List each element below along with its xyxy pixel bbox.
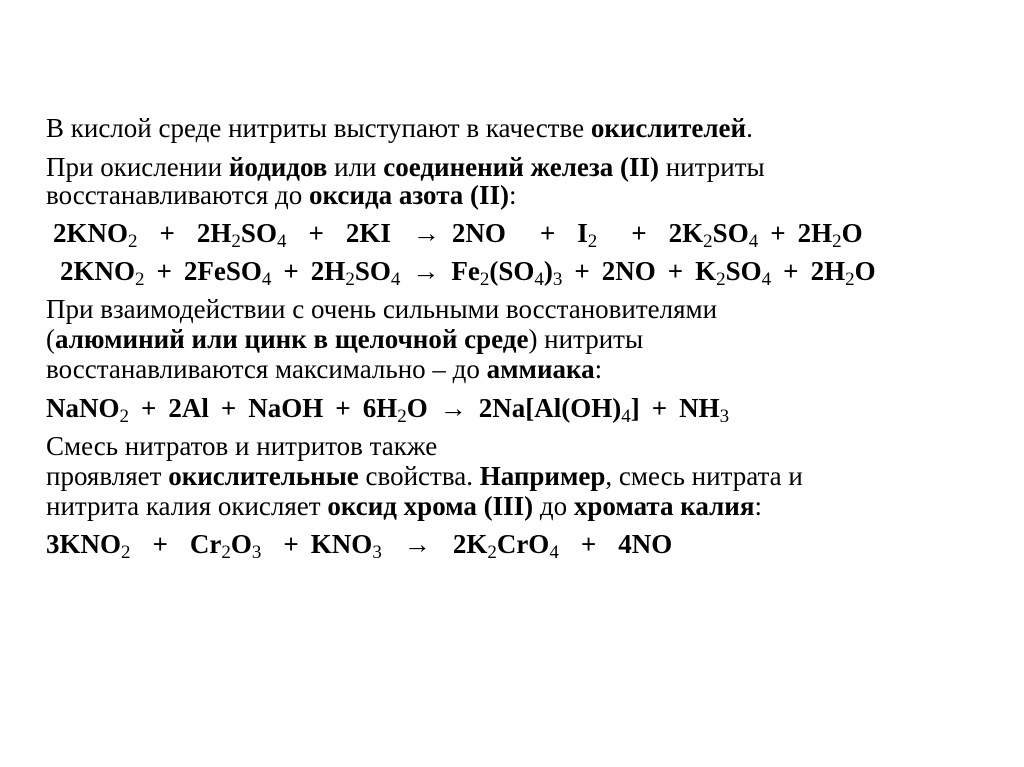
bold-term: хромата калия: [573, 491, 755, 521]
paragraph-mixture-line2: [46, 461, 803, 491]
plus: +: [283, 529, 299, 559]
equation-4: [46, 529, 673, 563]
plus: +: [220, 393, 237, 423]
text: свойства.: [358, 461, 480, 491]
subscript: 2: [397, 406, 407, 427]
plus: +: [651, 393, 668, 423]
subscript: 2: [121, 542, 131, 563]
subscript: 2: [119, 406, 129, 427]
formula: 2NO: [451, 218, 506, 248]
formula: O: [841, 218, 863, 248]
plus: +: [141, 393, 157, 423]
text: При взаимодействии с очень сильными восстановителями: [46, 294, 718, 324]
subscript: 4: [761, 269, 772, 290]
subscript: 4: [261, 269, 272, 290]
plus: +: [783, 256, 799, 286]
formula: KNO: [310, 529, 373, 559]
plus: +: [539, 218, 556, 248]
text: или: [327, 152, 384, 182]
text: Смесь нитратов и нитритов также: [46, 431, 438, 461]
bold-term: окислительные: [168, 461, 359, 491]
subscript: 2: [128, 231, 138, 252]
plus: +: [156, 256, 172, 286]
paragraph-oxidation-line1: [46, 152, 765, 182]
formula: NaOH: [248, 393, 324, 423]
formula: O: [854, 256, 876, 286]
subscript: 4: [549, 542, 559, 563]
formula: 4NO: [618, 529, 673, 559]
formula: (SO: [489, 256, 535, 286]
text: :: [594, 354, 603, 384]
arrow: →: [403, 529, 431, 559]
subscript: 2: [716, 269, 726, 290]
subscript: 2: [231, 231, 241, 252]
paragraph-reducers-line3: [46, 354, 602, 384]
plus: +: [283, 256, 299, 286]
formula: SO: [725, 256, 762, 286]
plus: +: [667, 256, 684, 286]
subscript: 4: [748, 231, 759, 252]
formula: 2FeSO: [183, 256, 262, 286]
formula: ]: [630, 393, 640, 423]
formula: NH: [679, 393, 720, 423]
formula: NaNO: [46, 393, 120, 423]
subscript: 2: [345, 269, 355, 290]
text: восстанавливаются максимально – до: [46, 354, 487, 384]
formula: K: [695, 256, 717, 286]
text: нитрита калия окисляет: [46, 491, 328, 521]
subscript: 4: [534, 269, 544, 290]
formula: CrO: [496, 529, 550, 559]
subscript: 2: [703, 231, 713, 252]
subscript: 2: [487, 542, 497, 563]
plus: +: [770, 218, 786, 248]
plus: +: [159, 218, 175, 248]
subscript: 2: [845, 269, 855, 290]
bold-term: соединений железа (II): [383, 152, 659, 182]
bold-term: оксида азота (II): [309, 180, 510, 210]
paragraph-oxidation-line2: [46, 180, 517, 210]
text: проявляет: [46, 461, 169, 491]
formula: Cr: [189, 529, 222, 559]
subscript: 2: [221, 542, 231, 563]
text: :: [754, 491, 762, 521]
plus: +: [335, 393, 351, 423]
formula: SO: [354, 256, 391, 286]
text: (: [46, 324, 55, 354]
subscript: 4: [390, 269, 401, 290]
text: ) нитриты: [528, 324, 644, 354]
formula: Fe: [451, 256, 480, 286]
text: :: [509, 180, 517, 210]
equation-3: [46, 393, 730, 427]
paragraph-mixture-line3: [46, 491, 762, 521]
formula: 2NO: [601, 256, 656, 286]
subscript: 3: [552, 269, 563, 290]
plus: +: [574, 256, 590, 286]
subscript: 3: [719, 406, 730, 427]
subscript: 2: [479, 269, 490, 290]
formula: 2K: [668, 218, 704, 248]
formula: ): [543, 256, 553, 286]
arrow: →: [439, 393, 467, 423]
formula: 2K: [452, 529, 488, 559]
formula: 2Al: [168, 393, 209, 423]
bold-term: оксид хрома (III): [327, 491, 534, 521]
text: .: [746, 113, 753, 143]
text: При окислении: [46, 152, 229, 182]
formula: 2KNO: [53, 218, 129, 248]
text: В кислой среде нитриты выступают в качестве: [46, 113, 591, 143]
bold-term: Например: [479, 461, 606, 491]
subscript: 2: [832, 231, 842, 252]
formula: I: [577, 218, 588, 248]
formula: 2KNO: [60, 256, 136, 286]
formula: 2H: [196, 218, 232, 248]
formula: O: [406, 393, 428, 423]
text: , смесь нитрата и: [605, 461, 803, 491]
arrow: →: [412, 256, 440, 286]
formula: 2H: [810, 256, 846, 286]
formula: 2H: [797, 218, 833, 248]
formula: 2H: [310, 256, 346, 286]
bold-term: окислителей: [590, 113, 747, 143]
paragraph-reducers-line2: [46, 324, 643, 354]
subscript: 3: [251, 542, 262, 563]
formula: 6H: [362, 393, 398, 423]
arrow: →: [412, 218, 440, 248]
bold-term: алюминий или цинк в щелочной среде: [55, 324, 529, 354]
formula: 3KNO: [46, 529, 122, 559]
text: восстанавливаются до: [46, 180, 310, 210]
paragraph-acidic-medium: [46, 113, 753, 143]
formula: 2KI: [345, 218, 391, 248]
text: нитриты: [658, 152, 765, 182]
plus: +: [308, 218, 324, 248]
formula: SO: [240, 218, 277, 248]
equation-1: [53, 218, 863, 252]
formula: SO: [712, 218, 749, 248]
subscript: 3: [372, 542, 382, 563]
equation-2: [60, 256, 876, 290]
subscript: 2: [587, 231, 598, 252]
bold-term: йодидов: [228, 152, 328, 182]
plus: +: [152, 529, 168, 559]
paragraph-reducers-line1: [46, 294, 717, 324]
formula: O: [230, 529, 252, 559]
subscript: 2: [135, 269, 145, 290]
text: до: [533, 491, 574, 521]
paragraph-mixture-line1: [46, 431, 437, 461]
plus: +: [580, 529, 597, 559]
bold-term: аммиака: [486, 354, 595, 384]
formula: 2Na[Al(OH): [478, 393, 622, 423]
subscript: 4: [621, 406, 631, 427]
subscript: 4: [276, 231, 287, 252]
plus: +: [631, 218, 647, 248]
